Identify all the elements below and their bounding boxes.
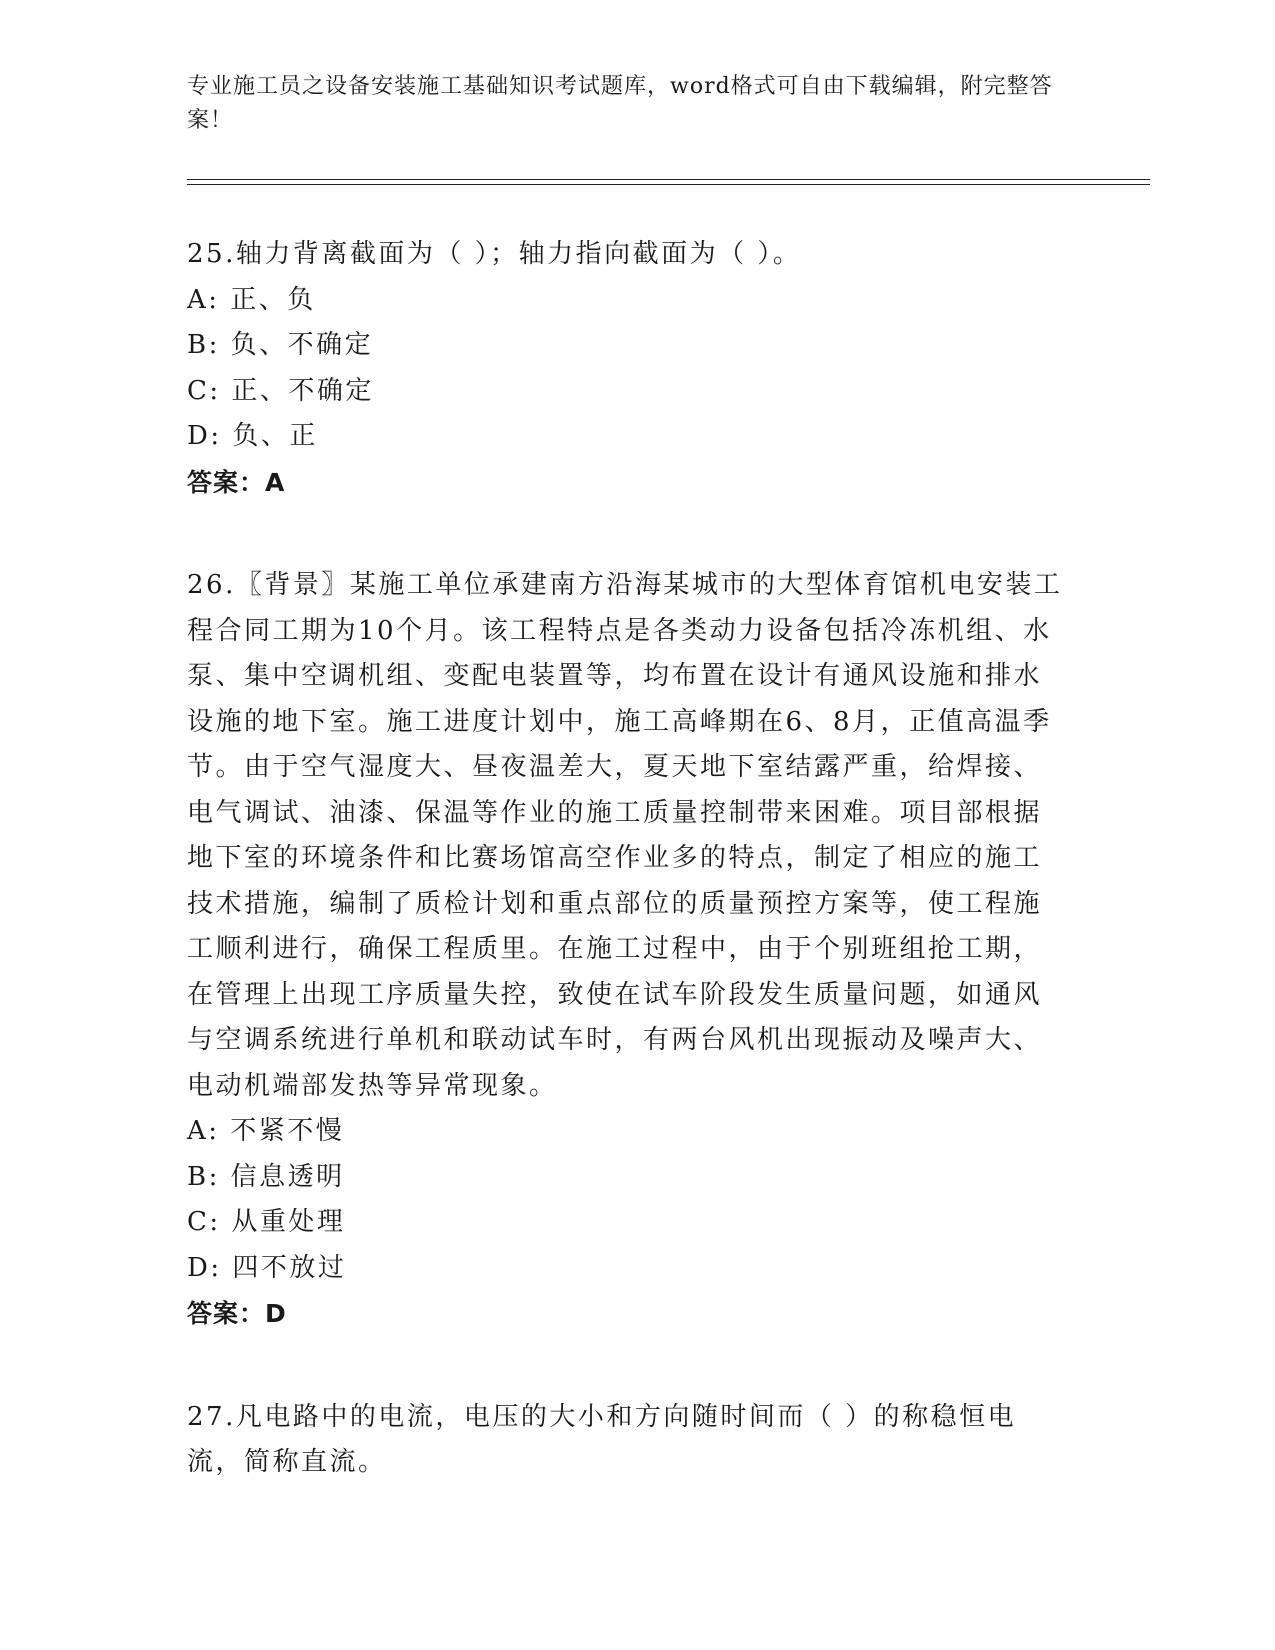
question-27 bbox=[187, 1395, 1067, 1486]
option-b: B: 负、不确定 bbox=[187, 330, 374, 360]
option-c: C: 从重处理 bbox=[187, 1207, 346, 1237]
question-stem: 27.凡电路中的电流，电压的大小和方向随时间而（ ）的称稳恒电流，简称直流。 bbox=[187, 1401, 1017, 1477]
question-list bbox=[187, 232, 1067, 1544]
document-header: 专业施工员之设备安装施工基础知识考试题库，word格式可自由下载编辑，附完整答案！ bbox=[187, 74, 1053, 133]
option-a: A: 正、负 bbox=[187, 284, 316, 315]
option-c: C: 正、不确定 bbox=[187, 375, 374, 406]
option-d: D: 四不放过 bbox=[187, 1252, 347, 1283]
header-divider-top bbox=[187, 179, 1150, 180]
question-25 bbox=[187, 232, 1067, 505]
option-d: D: 负、正 bbox=[187, 421, 318, 451]
question-26 bbox=[187, 563, 1067, 1337]
option-b: B: 信息透明 bbox=[187, 1161, 345, 1192]
question-stem: 26.〖背景〗某施工单位承建南方沿海某城市的大型体育馆机电安装工程合同工期为10个月。该工程特点是各类动力设备包括冷冻机组、水泵、集中空调机组、变配电装置等，均布置在设计有通风设施和排水设施的地下室。施工进度计划中，施工高峰期在6、8月，正值高温季节。由于空气湿度大、昼夜温差大，夏天地下室结露严重，给焊接、电气调试、油漆、保温等作业的施工质量控制带来困难。项目部根据地下室的环境条件和比赛场馆高空作业多的特点，制定了相应的施工技术措施，编制了质检计划和重点部位的质量预控方案等，使工程施工顺利进行，确保工程质里。在施工过程中，由于个别班组抢工期，在管理上出现工序质量失控，致使在试车阶段发生质量问题，如通风与空调系统进行单机和联动试车时，有两台风机出现振动及噪声大、电动机端部发热等异常现象。 bbox=[187, 570, 1063, 1101]
header-divider-bottom bbox=[187, 184, 1150, 185]
option-a: A: 不紧不慢 bbox=[187, 1116, 345, 1146]
question-stem: 25.轴力背离截面为（ ）；轴力指向截面为（ ）。 bbox=[187, 239, 802, 269]
answer: 答案：D bbox=[187, 1299, 287, 1328]
answer: 答案：A bbox=[187, 467, 286, 497]
